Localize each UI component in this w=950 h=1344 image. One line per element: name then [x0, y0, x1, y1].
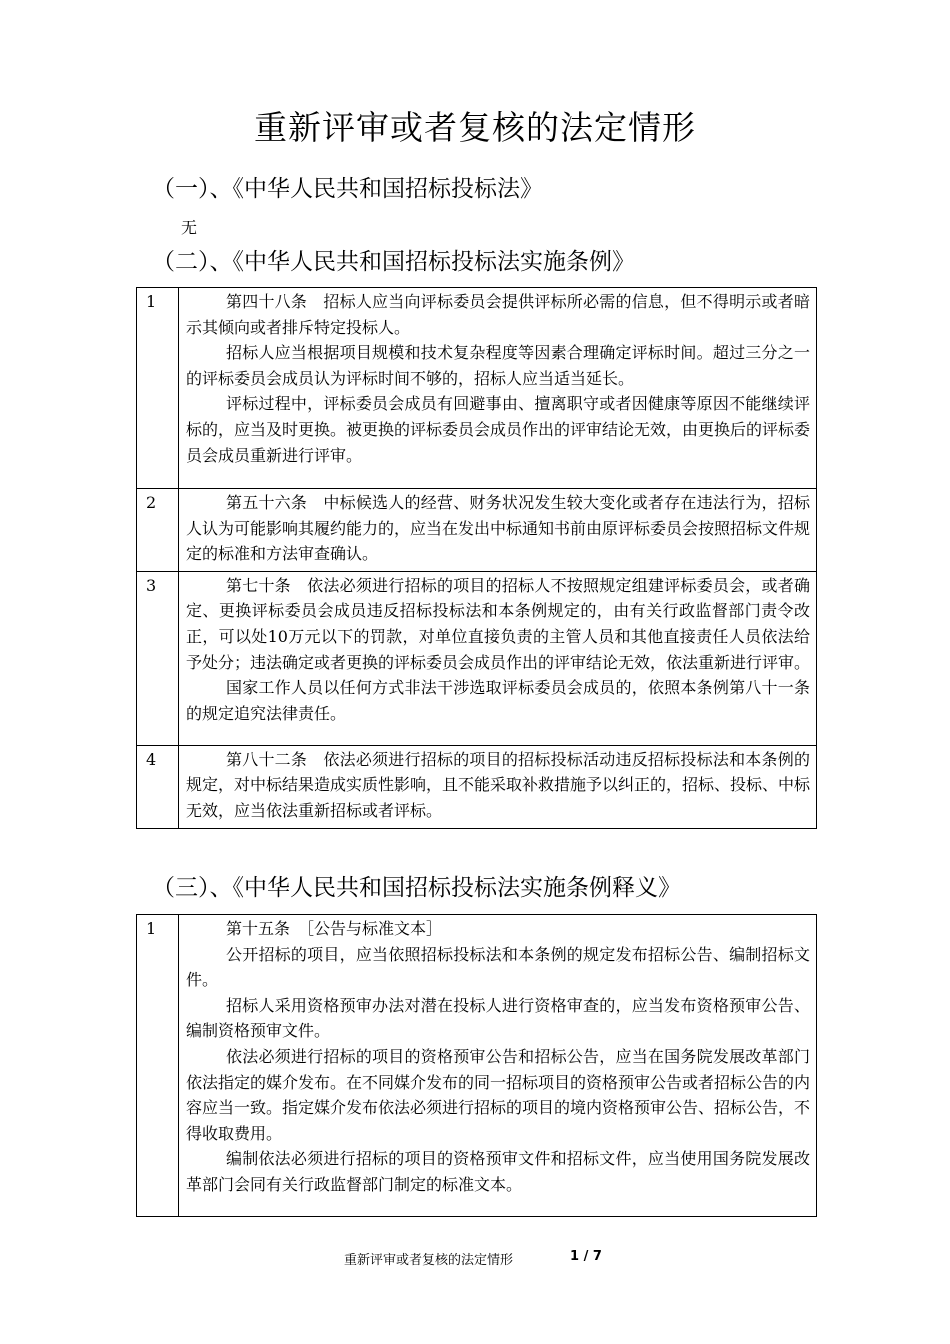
article-paragraph: 第四十八条 招标人应当向评标委员会提供评标所必需的信息，但不得明示或者暗示其倾向或者排斥特定投标人。	[186, 292, 810, 337]
table-row	[137, 489, 817, 572]
article-paragraph: 第七十条 依法必须进行招标的项目的招标人不按照规定组建评标委员会，或者确定、更换评标委员会成员违反招标投标法和本条例规定的，由有关行政监督部门责令改正，可以处10万元以下的罚款，对单位直接负责的主管人员和其他直接责任人员依法给予处分；违法确定或者更换的评标委员会成员作出的评审结论无效，依法重新进行评审。	[186, 575, 811, 672]
article-paragraph: 招标人应当根据项目规模和技术复杂程度等因素合理确定评标时间。超过三分之一的评标委员会成员认为评标时间不够的，招标人应当适当延长。	[186, 343, 810, 388]
table-row	[137, 745, 817, 828]
article-text	[179, 745, 817, 828]
article-text	[179, 915, 817, 1217]
article-paragraph: 国家工作人员以任何方式非法干涉选取评标委员会成员的，依照本条例第八十一条的规定追究法律责任。	[186, 678, 810, 723]
article-text	[179, 288, 817, 489]
article-paragraph: 评标过程中，评标委员会成员有回避事由、擅离职守或者因健康等原因不能继续评标的，应当及时更换。被更换的评标委员会成员作出的评审结论无效，由更换后的评标委员会成员重新进行评审。	[186, 394, 811, 465]
section-heading-interpretation: （三）、《中华人民共和国招标投标法实施条例释义》	[152, 875, 681, 901]
row-number: 4	[137, 745, 179, 828]
article-paragraph: 第八十二条 依法必须进行招标的项目的招标投标活动违反招标投标法和本条例的规定，对中标结果造成实质性影响，且不能采取补救措施予以纠正的，招标、投标、中标无效，应当依法重新招标或者评标。	[186, 749, 811, 820]
section-heading-regulations: （二）、《中华人民共和国招标投标法实施条例》	[152, 249, 635, 275]
page-number: 1 / 7	[570, 1249, 602, 1264]
article-paragraph: 第十五条 ［公告与标准文本］	[226, 919, 443, 938]
table-row	[137, 571, 817, 745]
table-row	[137, 288, 817, 489]
row-number: 3	[137, 571, 179, 745]
interpretation-table	[136, 914, 817, 1217]
article-paragraph: 公开招标的项目，应当依照招标投标法和本条例的规定发布招标公告、编制招标文件。	[186, 944, 810, 990]
section-heading-law: （一）、《中华人民共和国招标投标法》	[152, 176, 543, 202]
row-number: 1	[137, 288, 179, 489]
article-paragraph: 编制依法必须进行招标的项目的资格预审文件和招标文件，应当使用国务院发展改革部门会同有关行政监督部门制定的标准文本。	[186, 1149, 810, 1194]
table-row	[137, 915, 817, 1217]
document-title: 重新评审或者复核的法定情形	[254, 108, 696, 147]
row-number: 1	[137, 915, 179, 1217]
article-paragraph: 依法必须进行招标的项目的资格预审公告和招标公告，应当在国务院发展改革部门依法指定的媒介发布。在不同媒介发布的同一招标项目的资格预审公告或者招标公告的内容应当一致。指定媒介发布依法必须进行招标的项目的境内资格预审公告、招标公告，不得收取费用。	[186, 1046, 811, 1143]
regulations-table	[136, 287, 817, 829]
row-number: 2	[137, 489, 179, 572]
footer-title: 重新评审或者复核的法定情形	[344, 1253, 514, 1268]
section-note: 无	[181, 218, 198, 237]
article-paragraph: 第五十六条 中标候选人的经营、财务状况发生较大变化或者存在违法行为，招标人认为可能影响其履约能力的，应当在发出中标通知书前由原评标委员会按照招标文件规定的标准和方法审查确认。	[186, 493, 811, 564]
article-paragraph: 招标人采用资格预审办法对潜在投标人进行资格审查的，应当发布资格预审公告、编制资格预审文件。	[186, 995, 810, 1041]
article-text	[179, 571, 817, 745]
article-text	[179, 489, 817, 572]
